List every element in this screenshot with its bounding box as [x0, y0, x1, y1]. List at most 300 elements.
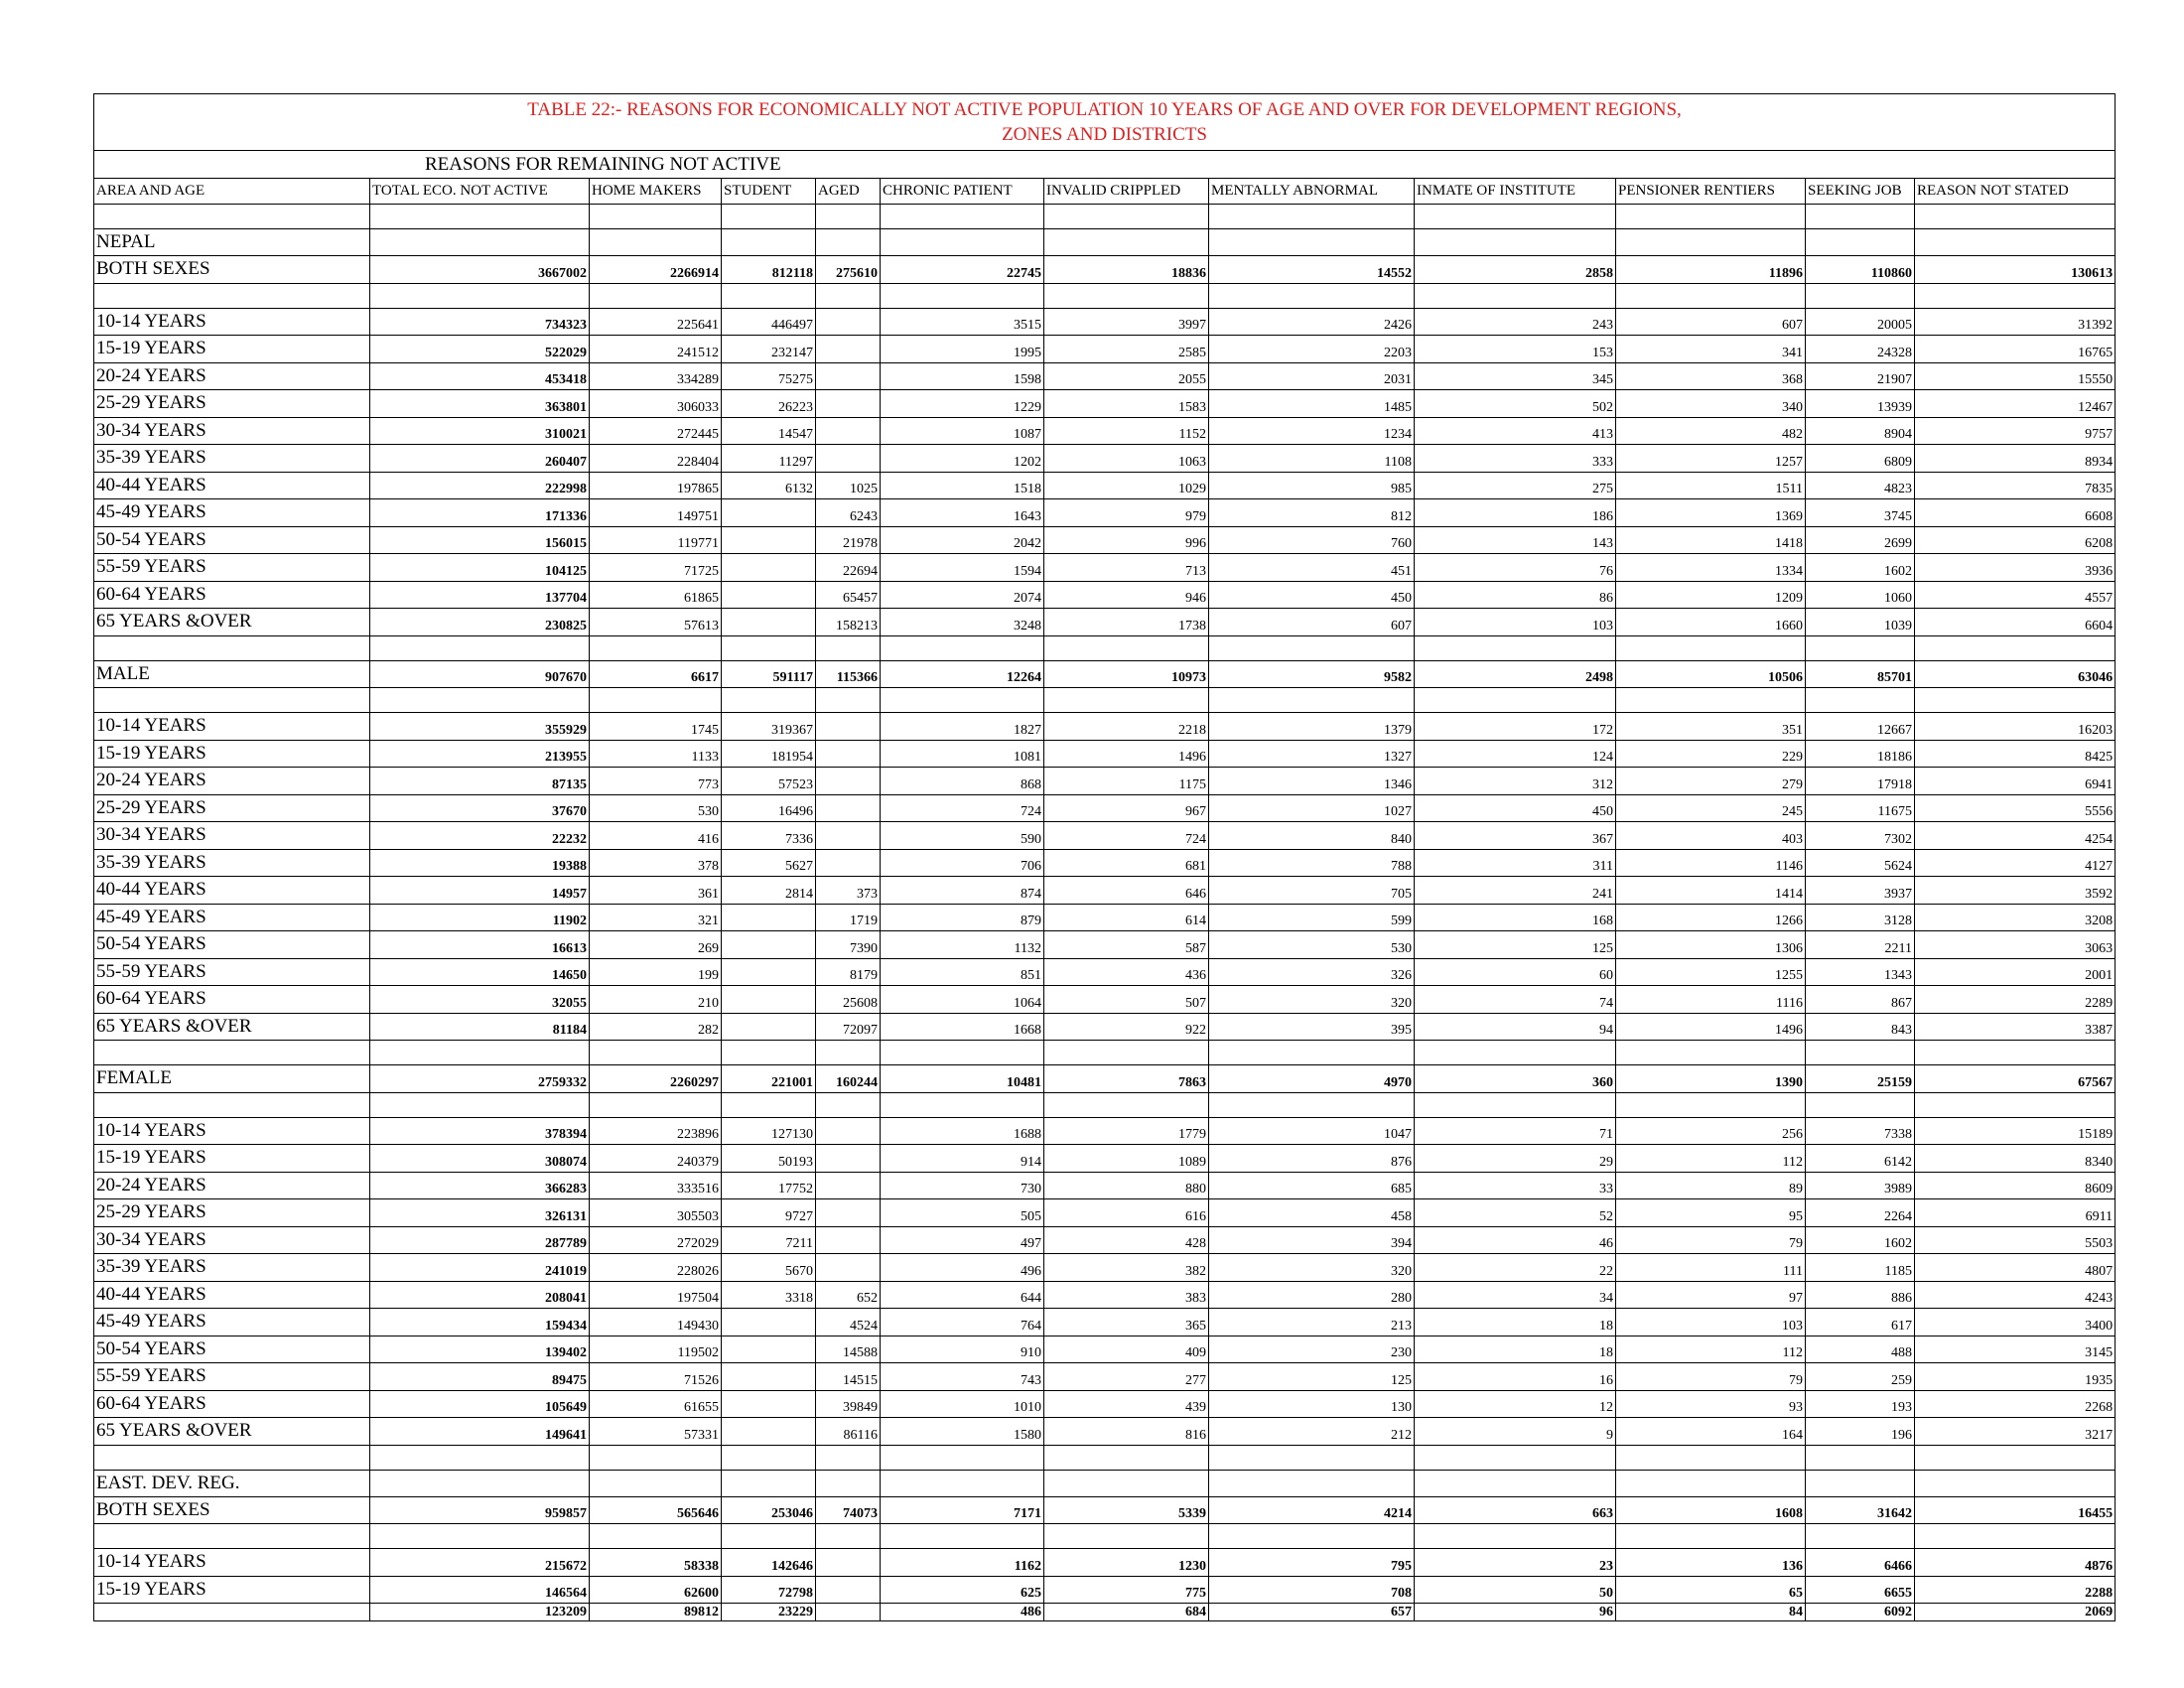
data-cell: [816, 1254, 881, 1282]
data-cell: 2211: [1806, 931, 1915, 959]
empty-cell: [722, 635, 816, 660]
total-row: [94, 1496, 2116, 1524]
data-cell: 1643: [881, 499, 1044, 527]
empty-cell: [1806, 688, 1915, 713]
empty-cell: [1044, 688, 1209, 713]
empty-cell: [94, 635, 370, 660]
age-label: 40-44 YEARS: [94, 877, 370, 905]
data-cell: 795: [1209, 1549, 1415, 1577]
data-cell: 20005: [1806, 308, 1915, 336]
total-cell: 7171: [881, 1496, 1044, 1524]
table-row: [94, 794, 2116, 822]
data-cell: 213955: [370, 740, 590, 768]
data-cell: 409: [1044, 1336, 1209, 1363]
data-cell: 2288: [1915, 1576, 2116, 1604]
age-label: 45-49 YEARS: [94, 1309, 370, 1336]
empty-cell: [94, 1092, 370, 1117]
data-cell: 279: [1616, 768, 1806, 795]
column-header: HOME MAKERS: [590, 179, 722, 205]
empty-cell: [1209, 1445, 1415, 1470]
total-cell: 812118: [722, 256, 816, 284]
data-cell: 340: [1616, 390, 1806, 418]
data-cell: 16: [1415, 1363, 1616, 1391]
data-cell: 1995: [881, 336, 1044, 363]
data-cell: 764: [881, 1309, 1044, 1336]
table-row: [94, 1254, 2116, 1282]
data-cell: 505: [881, 1199, 1044, 1227]
empty-cell: [722, 229, 816, 256]
table-row: [94, 1309, 2116, 1336]
column-header: AREA AND AGE: [94, 179, 370, 205]
data-cell: 326: [1209, 958, 1415, 986]
total-cell: 2759332: [370, 1065, 590, 1093]
data-cell: 282: [590, 1013, 722, 1041]
total-row: [94, 1065, 2116, 1093]
data-cell: 1485: [1209, 390, 1415, 418]
data-cell: 320: [1209, 986, 1415, 1014]
total-cell: 22745: [881, 256, 1044, 284]
data-cell: 259: [1806, 1363, 1915, 1391]
data-cell: 149430: [590, 1309, 722, 1336]
empty-cell: [1616, 1041, 1806, 1065]
data-cell: 6911: [1915, 1199, 2116, 1227]
data-cell: [722, 581, 816, 609]
data-cell: 8179: [816, 958, 881, 986]
data-cell: 1518: [881, 472, 1044, 499]
data-cell: 74: [1415, 986, 1616, 1014]
age-label: 55-59 YEARS: [94, 1363, 370, 1391]
data-cell: 3248: [881, 609, 1044, 636]
data-cell: 17918: [1806, 768, 1915, 795]
data-cell: 373: [816, 877, 881, 905]
data-cell: 39849: [816, 1390, 881, 1418]
total-cell: 110860: [1806, 256, 1915, 284]
total-cell: 253046: [722, 1496, 816, 1524]
data-cell: 84: [1616, 1604, 1806, 1621]
data-cell: 910: [881, 1336, 1044, 1363]
data-cell: 6243: [816, 499, 881, 527]
empty-cell: [1044, 1524, 1209, 1549]
data-cell: 158213: [816, 609, 881, 636]
column-header: STUDENT: [722, 179, 816, 205]
data-cell: 2268: [1915, 1390, 2116, 1418]
data-cell: 240379: [590, 1145, 722, 1173]
empty-cell: [1415, 1445, 1616, 1470]
data-cell: 16203: [1915, 713, 2116, 741]
table-row: [94, 445, 2116, 473]
data-cell: 197504: [590, 1281, 722, 1309]
data-cell: 607: [1209, 609, 1415, 636]
area-row: [94, 229, 2116, 256]
total-cell: 4970: [1209, 1065, 1415, 1093]
data-cell: 1598: [881, 362, 1044, 390]
data-cell: 879: [881, 904, 1044, 931]
empty-cell: [1806, 1041, 1915, 1065]
total-cell: 275610: [816, 256, 881, 284]
data-cell: 4127: [1915, 849, 2116, 877]
data-cell: 280: [1209, 1281, 1415, 1309]
data-cell: 171336: [370, 499, 590, 527]
empty-cell: [816, 283, 881, 308]
blank-row: [94, 1524, 2116, 1549]
data-cell: [816, 390, 881, 418]
age-label: 40-44 YEARS: [94, 472, 370, 499]
table-row: [94, 822, 2116, 850]
data-cell: [816, 768, 881, 795]
data-cell: 1063: [1044, 445, 1209, 473]
table-row: [94, 849, 2116, 877]
total-cell: 85701: [1806, 660, 1915, 688]
data-cell: 156015: [370, 526, 590, 554]
data-cell: 230825: [370, 609, 590, 636]
data-cell: 413: [1415, 417, 1616, 445]
data-cell: 428: [1044, 1226, 1209, 1254]
empty-cell: [1806, 229, 1915, 256]
empty-cell: [881, 1524, 1044, 1549]
empty-cell: [1415, 688, 1616, 713]
total-cell: 663: [1415, 1496, 1616, 1524]
data-cell: 213: [1209, 1309, 1415, 1336]
data-cell: [816, 1549, 881, 1577]
table-row: [94, 713, 2116, 741]
data-cell: 967: [1044, 794, 1209, 822]
data-cell: 6132: [722, 472, 816, 499]
table-row: [94, 931, 2116, 959]
data-cell: 32055: [370, 986, 590, 1014]
table-row: [94, 1117, 2116, 1145]
data-cell: 482: [1616, 417, 1806, 445]
empty-cell: [722, 1041, 816, 1065]
data-cell: 395: [1209, 1013, 1415, 1041]
data-cell: 6809: [1806, 445, 1915, 473]
data-cell: 2289: [1915, 986, 2116, 1014]
data-cell: 17752: [722, 1172, 816, 1199]
data-cell: 4876: [1915, 1549, 2116, 1577]
data-cell: 363801: [370, 390, 590, 418]
total-cell: 2858: [1415, 256, 1616, 284]
data-cell: 199: [590, 958, 722, 986]
data-cell: 287789: [370, 1226, 590, 1254]
data-cell: 16613: [370, 931, 590, 959]
data-cell: 86116: [816, 1418, 881, 1446]
blank-row: [94, 688, 2116, 713]
data-cell: 368: [1616, 362, 1806, 390]
data-cell: [722, 1336, 816, 1363]
table-row: [94, 904, 2116, 931]
data-cell: 75275: [722, 362, 816, 390]
total-cell: 16455: [1915, 1496, 2116, 1524]
data-cell: 104125: [370, 554, 590, 582]
age-label: 30-34 YEARS: [94, 822, 370, 850]
empty-cell: [1806, 1092, 1915, 1117]
data-cell: 3063: [1915, 931, 2116, 959]
data-cell: 705: [1209, 877, 1415, 905]
empty-cell: [722, 1524, 816, 1549]
table-row: [94, 581, 2116, 609]
data-cell: 2074: [881, 581, 1044, 609]
data-cell: 95: [1616, 1199, 1806, 1227]
data-cell: 451: [1209, 554, 1415, 582]
data-cell: 112: [1616, 1336, 1806, 1363]
data-cell: [816, 1172, 881, 1199]
data-cell: 31392: [1915, 308, 2116, 336]
data-cell: 222998: [370, 472, 590, 499]
age-label: 60-64 YEARS: [94, 1390, 370, 1418]
empty-cell: [94, 688, 370, 713]
data-cell: 230: [1209, 1336, 1415, 1363]
total-cell: 2498: [1415, 660, 1616, 688]
data-cell: 1745: [590, 713, 722, 741]
table-title-line2: ZONES AND DISTRICTS: [1002, 124, 1207, 145]
data-cell: 22: [1415, 1254, 1616, 1282]
age-label: 30-34 YEARS: [94, 417, 370, 445]
table-row: [94, 499, 2116, 527]
data-cell: 243: [1415, 308, 1616, 336]
data-cell: 8904: [1806, 417, 1915, 445]
data-cell: 164: [1616, 1418, 1806, 1446]
data-cell: 228404: [590, 445, 722, 473]
data-cell: 7835: [1915, 472, 2116, 499]
data-cell: 7336: [722, 822, 816, 850]
total-cell: 25159: [1806, 1065, 1915, 1093]
data-cell: 15550: [1915, 362, 2116, 390]
total-cell: 591117: [722, 660, 816, 688]
empty-cell: [370, 1092, 590, 1117]
data-cell: 1343: [1806, 958, 1915, 986]
column-header: PENSIONER RENTIERS: [1616, 179, 1806, 205]
data-cell: 18186: [1806, 740, 1915, 768]
data-cell: 79: [1616, 1363, 1806, 1391]
data-cell: 3128: [1806, 904, 1915, 931]
data-cell: 1660: [1616, 609, 1806, 636]
age-label: 25-29 YEARS: [94, 390, 370, 418]
empty-cell: [1209, 1041, 1415, 1065]
data-cell: 8934: [1915, 445, 2116, 473]
data-cell: 507: [1044, 986, 1209, 1014]
age-label: 15-19 YEARS: [94, 740, 370, 768]
data-cell: 450: [1415, 794, 1616, 822]
group-label: MALE: [94, 660, 370, 688]
data-cell: 1025: [816, 472, 881, 499]
data-cell: 4254: [1915, 822, 2116, 850]
data-cell: 867: [1806, 986, 1915, 1014]
age-label: 60-64 YEARS: [94, 581, 370, 609]
empty-cell: [1616, 688, 1806, 713]
data-cell: 446497: [722, 308, 816, 336]
data-cell: 3937: [1806, 877, 1915, 905]
data-cell: 1266: [1616, 904, 1806, 931]
data-cell: [722, 904, 816, 931]
data-cell: 196: [1806, 1418, 1915, 1446]
data-cell: 260407: [370, 445, 590, 473]
data-cell: 197865: [590, 472, 722, 499]
data-cell: 2699: [1806, 526, 1915, 554]
data-cell: 5503: [1915, 1226, 2116, 1254]
data-cell: 112: [1616, 1145, 1806, 1173]
data-cell: 1668: [881, 1013, 1044, 1041]
data-cell: 130: [1209, 1390, 1415, 1418]
data-cell: 1089: [1044, 1145, 1209, 1173]
data-cell: 1496: [1044, 740, 1209, 768]
age-label: 50-54 YEARS: [94, 931, 370, 959]
data-cell: 50193: [722, 1145, 816, 1173]
data-cell: 33: [1415, 1172, 1616, 1199]
data-cell: 644: [881, 1281, 1044, 1309]
data-cell: 272445: [590, 417, 722, 445]
age-label: 60-64 YEARS: [94, 986, 370, 1014]
data-cell: 1133: [590, 740, 722, 768]
data-cell: 1935: [1915, 1363, 2116, 1391]
empty-cell: [816, 1524, 881, 1549]
data-cell: 5624: [1806, 849, 1915, 877]
total-cell: 3667002: [370, 256, 590, 284]
empty-cell: [590, 1092, 722, 1117]
data-cell: 72097: [816, 1013, 881, 1041]
data-cell: 22232: [370, 822, 590, 850]
data-cell: 26223: [722, 390, 816, 418]
total-cell: 10973: [1044, 660, 1209, 688]
census-table: [93, 93, 2116, 1621]
empty-cell: [722, 1092, 816, 1117]
data-cell: 89475: [370, 1363, 590, 1391]
data-cell: 1719: [816, 904, 881, 931]
empty-cell: [1915, 635, 2116, 660]
data-cell: 7211: [722, 1226, 816, 1254]
empty-cell: [1915, 688, 2116, 713]
age-label: 10-14 YEARS: [94, 1549, 370, 1577]
empty-cell: [1915, 1092, 2116, 1117]
data-cell: 3592: [1915, 877, 2116, 905]
data-cell: 708: [1209, 1576, 1415, 1604]
table-row: [94, 1336, 2116, 1363]
age-label: 35-39 YEARS: [94, 445, 370, 473]
table-row: [94, 1199, 2116, 1227]
data-cell: 18: [1415, 1336, 1616, 1363]
data-cell: 355929: [370, 713, 590, 741]
data-cell: 311: [1415, 849, 1616, 877]
data-cell: 946: [1044, 581, 1209, 609]
data-cell: 450: [1209, 581, 1415, 609]
data-cell: 657: [1209, 1604, 1415, 1621]
data-cell: 96: [1415, 1604, 1616, 1621]
empty-cell: [1616, 635, 1806, 660]
data-cell: 1132: [881, 931, 1044, 959]
data-cell: 2585: [1044, 336, 1209, 363]
empty-cell: [590, 1524, 722, 1549]
data-cell: 123209: [370, 1604, 590, 1621]
table-row: [94, 336, 2116, 363]
data-cell: 496: [881, 1254, 1044, 1282]
data-cell: 760: [1209, 526, 1415, 554]
data-cell: 2218: [1044, 713, 1209, 741]
data-cell: 1379: [1209, 713, 1415, 741]
table-row: [94, 308, 2116, 336]
data-cell: 502: [1415, 390, 1616, 418]
column-header-row: [94, 179, 2116, 205]
data-cell: 97: [1616, 1281, 1806, 1309]
data-cell: 2426: [1209, 308, 1415, 336]
data-cell: 587: [1044, 931, 1209, 959]
data-cell: 876: [1209, 1145, 1415, 1173]
data-cell: 245: [1616, 794, 1806, 822]
total-cell: 63046: [1915, 660, 2116, 688]
area-label: EAST. DEV. REG.: [94, 1470, 370, 1496]
data-cell: 65457: [816, 581, 881, 609]
data-cell: [722, 986, 816, 1014]
age-label: 10-14 YEARS: [94, 1117, 370, 1145]
data-cell: [722, 1309, 816, 1336]
data-cell: 12467: [1915, 390, 2116, 418]
data-cell: 8609: [1915, 1172, 2116, 1199]
data-cell: 4823: [1806, 472, 1915, 499]
total-cell: 31642: [1806, 1496, 1915, 1524]
empty-cell: [881, 1041, 1044, 1065]
data-cell: 607: [1616, 308, 1806, 336]
data-cell: 1039: [1806, 609, 1915, 636]
data-cell: [816, 794, 881, 822]
data-cell: 34: [1415, 1281, 1616, 1309]
empty-cell: [1415, 1524, 1616, 1549]
section-spacer-row: [94, 1041, 2116, 1065]
empty-cell: [1616, 229, 1806, 256]
total-cell: 74073: [816, 1496, 881, 1524]
data-cell: 15189: [1915, 1117, 2116, 1145]
table-row: [94, 740, 2116, 768]
empty-cell: [1044, 283, 1209, 308]
age-label: 35-39 YEARS: [94, 849, 370, 877]
data-cell: [722, 609, 816, 636]
data-cell: 1087: [881, 417, 1044, 445]
data-cell: [722, 1363, 816, 1391]
data-cell: 93: [1616, 1390, 1806, 1418]
empty-cell: [590, 1470, 722, 1496]
data-cell: 208041: [370, 1281, 590, 1309]
data-cell: 868: [881, 768, 1044, 795]
data-cell: 1827: [881, 713, 1044, 741]
empty-cell: [1209, 1470, 1415, 1496]
data-cell: 37670: [370, 794, 590, 822]
data-cell: 9757: [1915, 417, 2116, 445]
data-cell: 1229: [881, 390, 1044, 418]
data-cell: 103: [1616, 1309, 1806, 1336]
age-label: 40-44 YEARS: [94, 1281, 370, 1309]
data-cell: 103: [1415, 609, 1616, 636]
data-cell: 773: [590, 768, 722, 795]
data-cell: 2814: [722, 877, 816, 905]
table-row: [94, 609, 2116, 636]
data-cell: 119771: [590, 526, 722, 554]
data-cell: 458: [1209, 1199, 1415, 1227]
data-cell: 29: [1415, 1145, 1616, 1173]
column-header: CHRONIC PATIENT: [881, 179, 1044, 205]
data-cell: [722, 958, 816, 986]
empty-cell: [816, 229, 881, 256]
total-row: [94, 256, 2116, 284]
data-cell: 706: [881, 849, 1044, 877]
blank-row: [94, 1092, 2116, 1117]
data-cell: 14650: [370, 958, 590, 986]
empty-cell: [370, 1470, 590, 1496]
data-cell: 22694: [816, 554, 881, 582]
total-cell: 14552: [1209, 256, 1415, 284]
data-cell: 345: [1415, 362, 1616, 390]
empty-cell: [370, 1524, 590, 1549]
empty-cell: [370, 635, 590, 660]
title-row: [94, 94, 2116, 151]
table-row: [94, 1363, 2116, 1391]
age-label: 45-49 YEARS: [94, 904, 370, 931]
data-cell: [816, 822, 881, 850]
